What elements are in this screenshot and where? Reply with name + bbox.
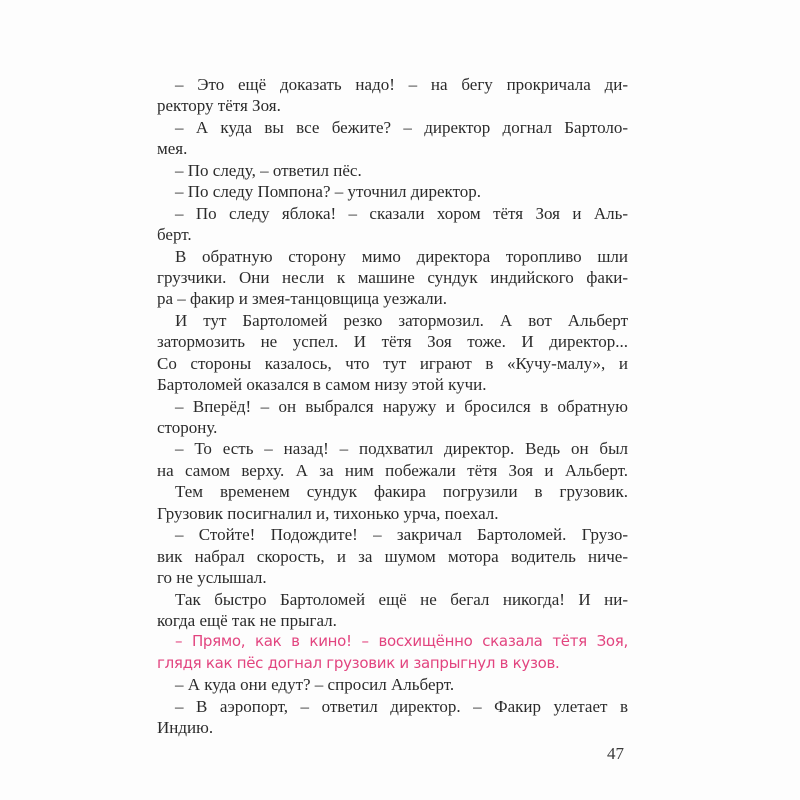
text-line: – По следу, – ответил пёс. [175,160,362,180]
text-line: Так быстро Бартоломей ещё не бегал никогда! И ни- [175,589,628,609]
text-line: на самом верху. А за ним побежали тётя Зоя и Альберт. [157,460,628,480]
text-line: Тем временем сундук факира погрузили в грузовик. [175,482,628,502]
text-line: – А куда вы все бежите? – директор догнал Бартоло- [175,117,628,137]
text-line: – Это ещё доказать надо! – на бегу прокричала ди- [175,75,628,94]
text-line: – По следу Помпона? – уточнил директор. [175,182,482,202]
text-line: ра – факир и змея-танцовщица уезжали. [157,289,448,309]
text-line: вик набрал скорость, и за шумом мотора водитель ниче- [157,546,628,566]
text-line: Грузовик посигналил и, тихонько урча, поехал. [157,503,499,523]
text-line: Со стороны казалось, что тут играют в «Кучу-малу», и [157,353,628,373]
page-number: 47 [607,744,624,763]
text-line: затормозить не успел. И тётя Зоя тоже. И директор... [157,332,628,352]
text-line: – По следу яблока! – сказали хором тётя Зоя и Аль- [175,203,628,223]
text-line: В обратную сторону мимо директора торопливо шли [175,246,628,266]
highlighted-text-line: – Прямо, как в кино! – восхищённо сказала тётя Зоя, [175,632,628,651]
text-line: мея. [157,139,188,159]
text-line: берт. [157,225,192,245]
text-line: – А куда они едут? – спросил Альберт. [175,675,455,695]
text-line: ректору тётя Зоя. [157,96,281,116]
text-line: И тут Бартоломей резко затормозил. А вот Альберт [175,310,628,330]
text-line: – То есть – назад! – подхватил директор. Ведь он был [175,439,628,459]
text-line: – Стойте! Подождите! – закричал Бартоломей. Грузо- [175,525,628,545]
text-line: – В аэропорт, – ответил директор. – Факир улетает в [175,696,628,716]
text-line: го не услышал. [157,568,267,588]
text-line: когда ещё так не прыгал. [157,610,337,630]
text-line: Индию. [157,718,214,738]
text-line: грузчики. Они несли к машине сундук индийского факи- [157,267,628,287]
text-line: Бартоломей оказался в самом низу этой кучи. [157,375,487,395]
highlighted-text-line: глядя как пёс догнал грузовик и запрыгнул в кузов. [157,653,560,672]
body-text [157,74,628,739]
text-line: – Вперёд! – он выбрался наружу и бросился в обратную [175,396,628,416]
text-line: сторону. [157,418,218,437]
